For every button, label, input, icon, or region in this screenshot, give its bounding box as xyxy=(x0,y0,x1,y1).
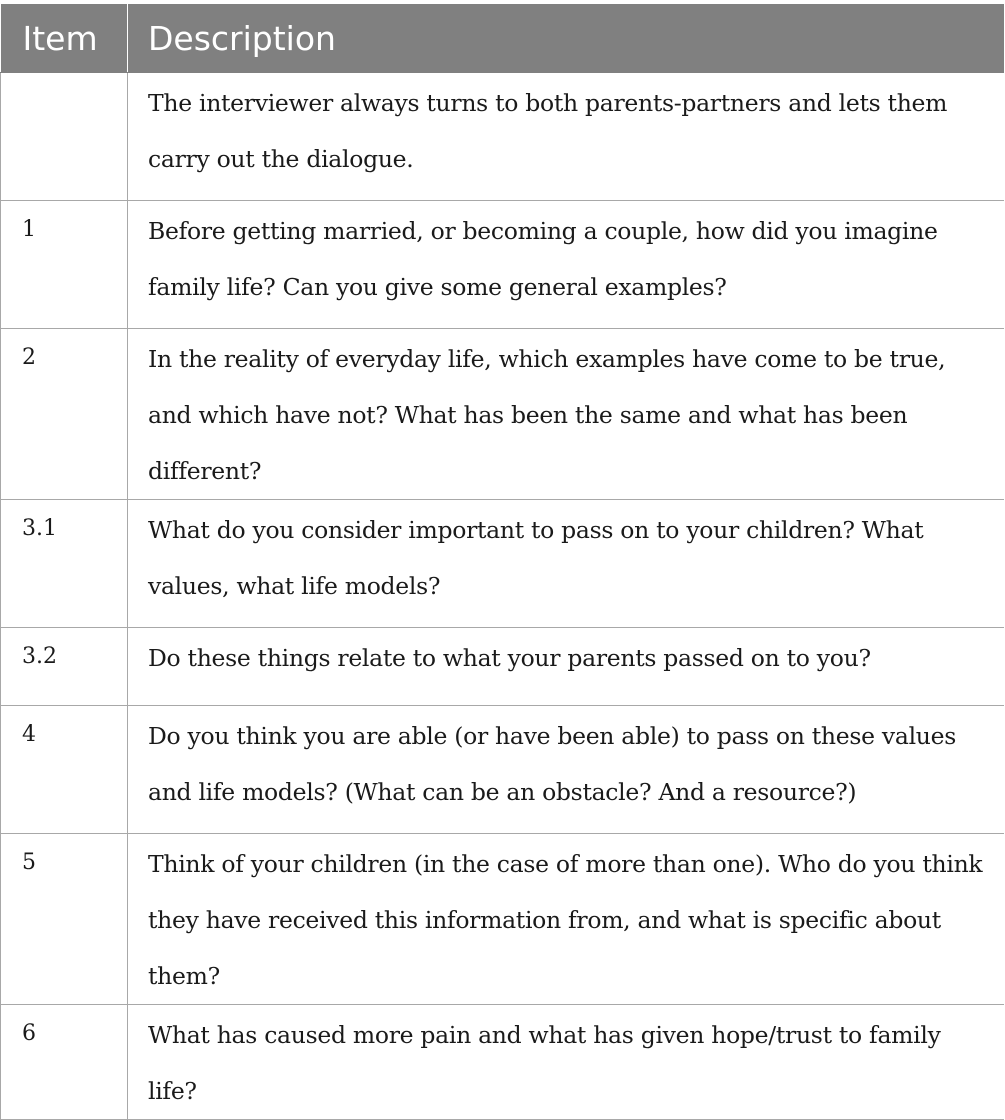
header-item: Item xyxy=(1,4,128,73)
table-row xyxy=(1,628,1004,706)
row-description xyxy=(128,834,1004,1005)
row-description-text: Think of your children (in the case of more than one). Who do you think they have received this information from, and what is specific about them? xyxy=(148,850,983,990)
row-description-text: What do you consider important to pass on to your children? What values, what life models? xyxy=(148,516,924,600)
table-row xyxy=(1,1005,1004,1120)
row-description xyxy=(128,73,1004,201)
table-row xyxy=(1,201,1004,329)
questions-table xyxy=(0,4,1004,1120)
row-description xyxy=(128,706,1004,834)
row-description xyxy=(128,329,1004,500)
row-description-text: What has caused more pain and what has given hope/trust to family life? xyxy=(148,1021,941,1105)
row-description xyxy=(128,1005,1004,1120)
table-row xyxy=(1,329,1004,500)
header-description: Description xyxy=(128,4,1004,73)
row-description-text: Before getting married, or becoming a couple, how did you imagine family life? Can you give some general examples? xyxy=(148,217,938,301)
row-description xyxy=(128,201,1004,329)
row-item: 4 xyxy=(1,706,128,834)
table-row xyxy=(1,834,1004,1005)
row-description-text: The interviewer always turns to both parents-partners and lets them carry out the dialogue. xyxy=(148,89,948,173)
row-description-text: Do you think you are able (or have been able) to pass on these values and life models? (What can be an obstacle? And a resource?) xyxy=(148,722,957,806)
row-item: 1 xyxy=(1,201,128,329)
row-description-text: In the reality of everyday life, which examples have come to be true, and which have not? What has been the same and what has been different? xyxy=(148,345,946,485)
table-header xyxy=(1,4,1004,73)
table-row xyxy=(1,73,1004,201)
header-row xyxy=(1,4,1004,73)
row-description xyxy=(128,628,1004,706)
row-item: 2 xyxy=(1,329,128,500)
row-item: 3.2 xyxy=(1,628,128,706)
row-description-text: Do these things relate to what your parents passed on to you? xyxy=(148,644,871,672)
row-item: 5 xyxy=(1,834,128,1005)
table-row xyxy=(1,706,1004,834)
row-item xyxy=(1,73,128,201)
row-item: 6 xyxy=(1,1005,128,1120)
row-description xyxy=(128,500,1004,628)
table-body xyxy=(1,73,1004,1120)
row-item: 3.1 xyxy=(1,500,128,628)
table-row xyxy=(1,500,1004,628)
